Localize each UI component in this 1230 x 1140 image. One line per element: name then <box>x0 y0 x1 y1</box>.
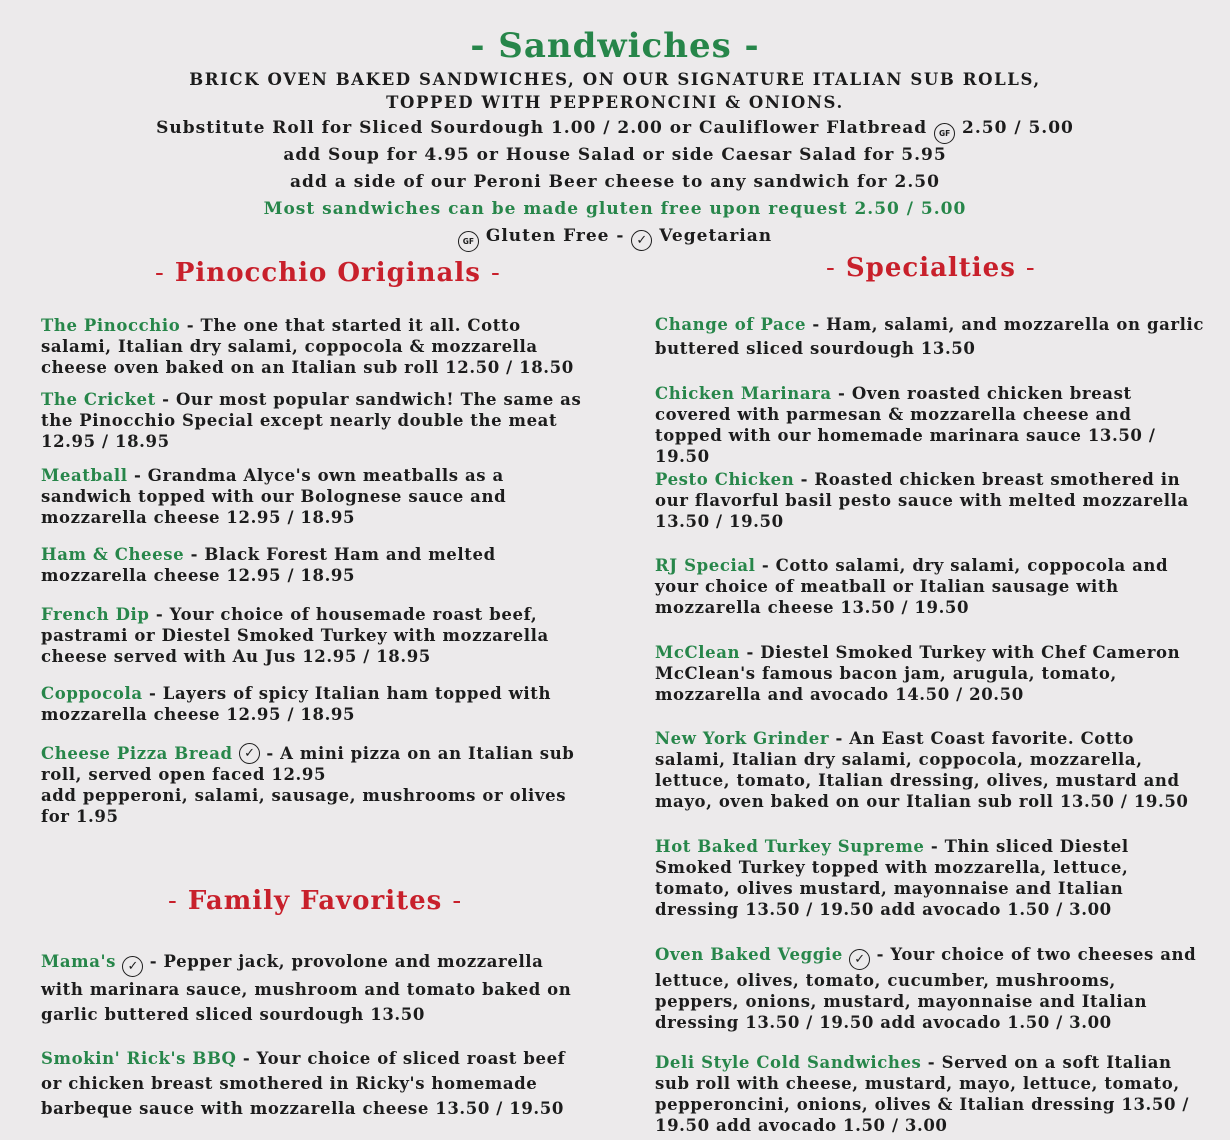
menu-item-desc: - Roasted chicken breast smothered in our flavorful basil pesto sauce with melted mozzarella 13.50 / 19.50 <box>655 470 1189 531</box>
menu-item-name: RJ Special <box>655 556 756 575</box>
menu-item-name: French Dip <box>41 605 150 624</box>
menu-item-desc: - Your choice of two cheeses and lettuce, olives, tomato, cucumber, mushrooms, peppers, onions, mustard, mayonnaise and Italian dressing 13.50 / 19.50 add avocado 1.50 / 3.00 <box>655 945 1197 1032</box>
vegetarian-icon: ✓ <box>239 743 260 764</box>
menu-item <box>655 469 1205 532</box>
menu-item <box>41 389 586 452</box>
page-title: - Sandwiches - <box>470 26 760 66</box>
menu-item-name: Cheese Pizza Bread <box>41 744 233 763</box>
menu-item-name: McClean <box>655 643 741 662</box>
menu-item-desc: - Ham, salami, and mozzarella on garlic buttered sliced sourdough 13.50 <box>655 315 1205 358</box>
menu-item-name: Ham & Cheese <box>41 545 185 564</box>
menu-item-desc: - Black Forest Ham and melted mozzarella cheese 12.95 / 18.95 <box>41 545 496 585</box>
menu-item-name: Coppocola <box>41 684 143 703</box>
menu-item-desc: - The one that started it all. Cotto salami, Italian dry salami, coppocola & mozzarella cheese oven baked on an Italian sub roll 12.50 / 18.50 <box>41 316 574 377</box>
menu-item <box>41 315 586 378</box>
menu-item-desc: - Layers of spicy Italian ham topped with mozzarella cheese 12.95 / 18.95 <box>41 684 552 724</box>
menu-item-name: Oven Baked Veggie <box>655 945 843 964</box>
menu-item-desc: - Served on a soft Italian sub roll with cheese, mustard, mayo, lettuce, tomato, pepperoncini, onions, olives & Italian dressing 13.50 / 19.50 add avocado 1.50 / 3.00 <box>655 1053 1190 1135</box>
section-pinocchio-originals: - Pinocchio Originals - <box>155 258 501 288</box>
intro-line-2: TOPPED WITH PEPPERONCINI & ONIONS. <box>386 93 844 112</box>
menu-item-name: The Cricket <box>41 390 156 409</box>
menu-item-desc: - Oven roasted chicken breast covered with parmesan & mozzarella cheese and topped with our homemade marinara sauce 13.50 / 19.50 <box>655 384 1156 466</box>
menu-item-name: Smokin' Rick's BBQ <box>41 1049 237 1068</box>
substitute-roll-price: 2.50 / 5.00 <box>962 118 1074 138</box>
menu-item-desc: - Pepper jack, provolone and mozzarella with marinara sauce, mushroom and tomato baked on garlic buttered sliced sourdough 13.50 <box>41 952 572 1024</box>
menu-item-name: Hot Baked Turkey Supreme <box>655 837 925 856</box>
gluten-free-icon: GF <box>458 231 479 252</box>
menu-item-name: New York Grinder <box>655 729 830 748</box>
menu-item-desc: - Cotto salami, dry salami, coppocola and your choice of meatball or Italian sausage with mozzarella cheese 13.50 / 19.50 <box>655 556 1169 617</box>
menu-item-name: Meatball <box>41 466 128 485</box>
substitute-roll-text: Substitute Roll for Sliced Sourdough 1.00 / 2.00 or Cauliflower Flatbread <box>156 118 928 138</box>
section-family-favorites: - Family Favorites - <box>168 886 463 916</box>
menu-item <box>655 313 1205 361</box>
menu-item-addon: add pepperoni, salami, sausage, mushrooms or olives for 1.95 <box>41 786 567 826</box>
menu-item-desc: - Our most popular sandwich! The same as the Pinocchio Special except nearly double the meat 12.95 / 18.95 <box>41 390 582 451</box>
vegetarian-icon: ✓ <box>631 230 652 251</box>
gluten-free-note: Most sandwiches can be made gluten free upon request 2.50 / 5.00 <box>263 199 967 219</box>
menu-item <box>41 743 586 827</box>
menu-item-desc: - Diestel Smoked Turkey with Chef Cameron McClean's famous bacon jam, arugula, tomato, mozzarella and avocado 14.50 / 20.50 <box>655 643 1181 704</box>
vegetarian-icon: ✓ <box>849 949 870 970</box>
menu-item <box>41 683 586 725</box>
menu-item <box>41 544 586 586</box>
vegetarian-icon: ✓ <box>122 956 143 977</box>
menu-item <box>41 1046 586 1121</box>
legend-vegetarian: Vegetarian <box>659 226 773 246</box>
menu-item <box>655 728 1205 812</box>
intro-line-1: BRICK OVEN BAKED SANDWICHES, ON OUR SIGNATURE ITALIAN SUB ROLLS, <box>189 70 1041 89</box>
menu-item <box>655 1052 1205 1136</box>
menu-item <box>655 944 1205 1033</box>
intro-line-5: add a side of our Peroni Beer cheese to any sandwich for 2.50 <box>290 172 940 192</box>
menu-item-name: Pesto Chicken <box>655 470 795 489</box>
menu-item-desc: - An East Coast favorite. Cotto salami, Italian dry salami, coppocola, mozzarella, lettuce, tomato, Italian dressing, olives, mustard and mayo, oven baked on our Italian sub roll 13.50 / 19.50 <box>655 729 1189 811</box>
menu-item <box>655 642 1205 705</box>
menu-item-desc: - A mini pizza on an Italian sub roll, served open faced 12.95 <box>41 744 575 784</box>
menu-item-name: The Pinocchio <box>41 316 181 335</box>
menu-item-desc: - Your choice of sliced roast beef or chicken breast smothered in Ricky's homemade barbeque sauce with mozzarella cheese 13.50 / 19.50 <box>41 1049 566 1118</box>
menu-item <box>655 555 1205 618</box>
legend <box>0 226 1230 252</box>
menu-item-desc: - Grandma Alyce's own meatballs as a sandwich topped with our Bolognese sauce and mozzarella cheese 12.95 / 18.95 <box>41 466 507 527</box>
menu-item-name: Change of Pace <box>655 315 807 334</box>
legend-separator: - <box>616 226 625 246</box>
menu-item <box>41 465 586 528</box>
menu-item-desc: - Your choice of housemade roast beef, pastrami or Diestel Smoked Turkey with mozzarella cheese served with Au Jus 12.95 / 18.95 <box>41 605 549 666</box>
menu-item <box>41 604 586 667</box>
section-specialties: - Specialties - <box>826 253 1036 283</box>
menu-item <box>41 949 586 1027</box>
gluten-free-icon: GF <box>934 123 955 144</box>
menu-item <box>655 836 1205 920</box>
intro-line-4: add Soup for 4.95 or House Salad or side Caesar Salad for 5.95 <box>283 145 947 165</box>
menu-item-name: Deli Style Cold Sandwiches <box>655 1053 922 1072</box>
intro-line-3 <box>0 118 1230 144</box>
menu-item-desc: - Thin sliced Diestel Smoked Turkey topped with mozzarella, lettuce, tomato, olives mustard, mayonnaise and Italian dressing 13.50 / 19.50 add avocado 1.50 / 3.00 <box>655 837 1129 919</box>
menu-item-name: Mama's <box>41 952 117 971</box>
menu-item-name: Chicken Marinara <box>655 384 832 403</box>
legend-gluten-free: Gluten Free <box>485 226 610 246</box>
menu-item <box>655 383 1205 467</box>
